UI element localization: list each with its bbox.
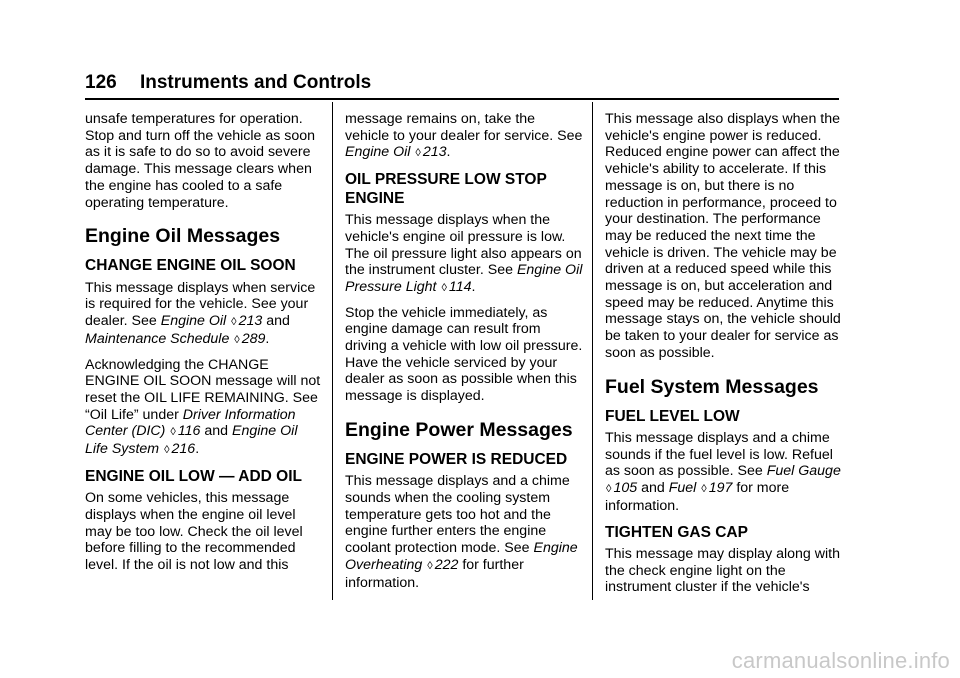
paragraph: Acknowledging the CHANGE ENGINE OIL SOON message will not reset the OIL LIFE REMAINING. See “Oil Life” under Driver Information Center (DIC) ◊ 116 and Engine Oil Life System ◊ 216. [85, 356, 321, 458]
reference-arrow-icon: ◊ [701, 483, 707, 496]
paragraph: This message also displays when the vehicle's engine power is reduced. Reduced engine power can affect the vehicle's ability to accelerate. If this message is on, but there is no reduction in performance, proceed to your destination. The performance may be reduced the next time the vehicle is driven. The vehicle may be driven at a reduced speed while this message is on, but acceleration and speed may be reduced. Anytime this message stays on, the vehicle should be taken to your dealer for service as soon as possible. [605, 111, 841, 361]
paragraph: This message may display along with the check engine light on the instrument cluster if the vehicle's [605, 546, 840, 596]
page-reference[interactable]: 216 [171, 441, 196, 458]
reference-arrow-icon: ◊ [231, 316, 237, 329]
page-reference[interactable]: 114 [448, 278, 472, 295]
cross-reference-link[interactable]: Engine Oil [345, 144, 411, 161]
reference-arrow-icon: ◊ [234, 333, 240, 346]
page-reference[interactable]: 213 [422, 144, 447, 161]
page-title: Instruments and Controls [139, 72, 372, 93]
column-3 [605, 111, 843, 604]
cross-reference-link[interactable]: Maintenance Schedule [85, 330, 230, 347]
section-heading: Fuel System Messages [605, 375, 819, 398]
page-reference[interactable]: 213 [238, 313, 263, 330]
subsection-heading: ENGINE OIL LOW — ADD OIL [85, 467, 302, 485]
cross-reference-link[interactable]: Engine Oil Life System [85, 423, 298, 458]
subsection-heading: OIL PRESSURE LOW STOP ENGINE [345, 171, 547, 207]
cross-reference-link[interactable]: Driver Information Center (DIC) [85, 406, 296, 440]
page-number: 126 [85, 72, 117, 93]
watermark: carmanualsonline.info [731, 648, 950, 673]
reference-arrow-icon: ◊ [606, 483, 612, 496]
paragraph: unsafe temperatures for operation. Stop and turn off the vehicle as soon as it is safe to do so to avoid severe damage. This message clears when the engine has cooled to a safe operating temperature. [85, 111, 316, 211]
paragraph: This message displays and a chime sounds if the fuel level is low. Refuel as soon as possible. See Fuel Gauge ◊ 105 and Fuel ◊ 197 for more information. [605, 430, 841, 514]
page-header [85, 72, 839, 94]
reference-arrow-icon: ◊ [441, 281, 447, 294]
paragraph: message remains on, take the vehicle to your dealer for service. See Engine Oil ◊ 213. [345, 111, 583, 161]
page-reference[interactable]: 222 [434, 556, 459, 573]
paragraph: On some vehicles, this message displays when the engine oil level may be too low. Check the oil level before filling to the recommended level. If the oil is not low and this [85, 490, 303, 574]
subsection-heading: CHANGE ENGINE OIL SOON [85, 257, 296, 275]
column-divider [592, 102, 593, 600]
paragraph: This message displays when the vehicle's engine oil pressure is low. The oil pressure light also appears on the instrument cluster. See Engine Oil Pressure Light ◊ 114. [345, 212, 583, 295]
reference-arrow-icon: ◊ [415, 147, 421, 160]
subsection-heading: ENGINE POWER IS REDUCED [345, 450, 568, 468]
cross-reference-link[interactable]: Fuel Gauge [766, 463, 841, 480]
reference-arrow-icon: ◊ [427, 559, 433, 572]
column-2 [345, 111, 583, 599]
cross-reference-link[interactable]: Engine Oil Pressure Light [345, 262, 583, 295]
cross-reference-link[interactable]: Fuel [668, 480, 697, 497]
column-1 [85, 111, 323, 582]
cross-reference-link[interactable]: Engine Overheating [345, 540, 578, 573]
paragraph: This message displays when service is required for the vehicle. See your dealer. See Engine Oil ◊ 213 and Maintenance Schedule ◊ 289. [85, 279, 316, 347]
header-rule [85, 98, 839, 100]
subsection-heading: TIGHTEN GAS CAP [605, 523, 748, 541]
page-reference[interactable]: 116 [177, 423, 201, 440]
reference-arrow-icon: ◊ [170, 426, 176, 439]
section-heading: Engine Power Messages [345, 418, 573, 441]
cross-reference-link[interactable]: Engine Oil [160, 313, 227, 330]
page-reference[interactable]: 197 [708, 480, 733, 497]
subsection-heading: FUEL LEVEL LOW [605, 407, 740, 425]
section-heading: Engine Oil Messages [85, 225, 281, 248]
page-reference[interactable]: 289 [241, 330, 266, 347]
reference-arrow-icon: ◊ [164, 444, 170, 457]
paragraph: Stop the vehicle immediately, as engine damage can result from driving a vehicle with low oil pressure. Have the vehicle serviced by your dealer as soon as possible when this message is displayed. [345, 304, 583, 405]
paragraph: This message displays and a chime sounds when the cooling system temperature gets too hot and the engine further enters the engine coolant protection mode. See Engine Overheating ◊ 222 for further information. [345, 473, 578, 591]
column-divider [332, 102, 333, 600]
page-reference[interactable]: 105 [613, 480, 638, 497]
